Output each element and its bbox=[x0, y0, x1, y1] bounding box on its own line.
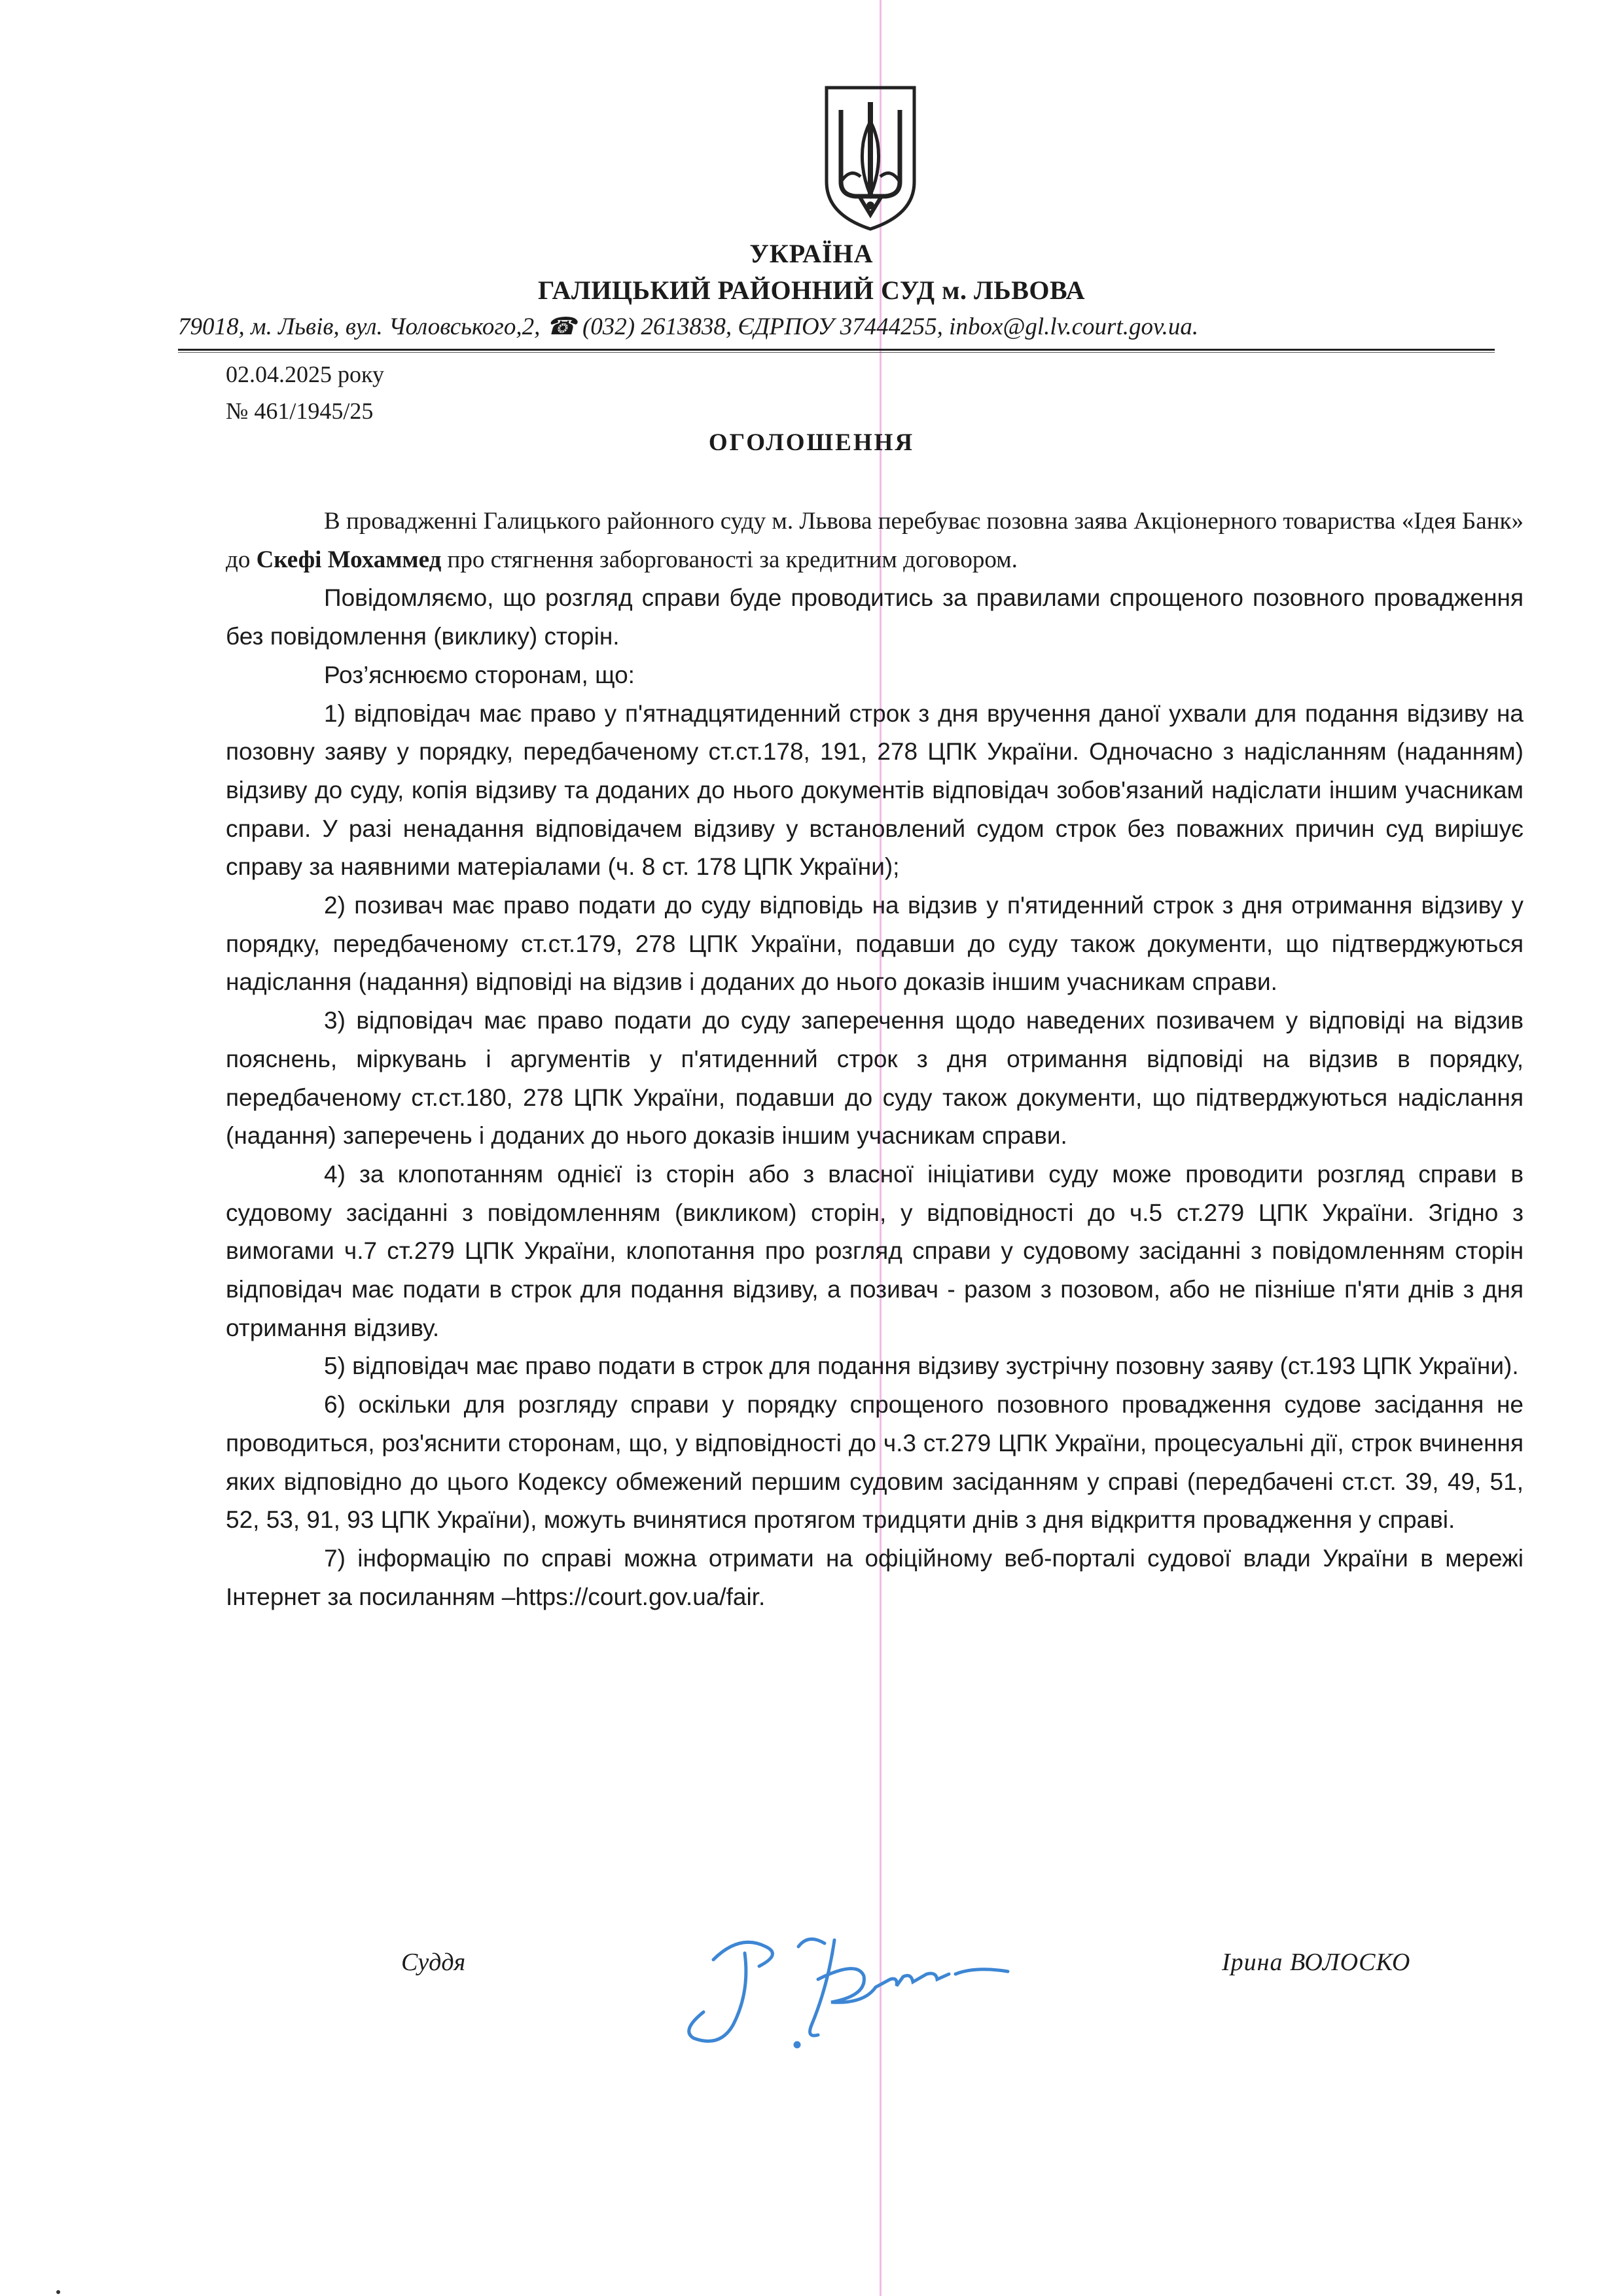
intro-text-end: про стягнення заборгованості за кредитним договором. bbox=[441, 546, 1018, 573]
intro-paragraph bbox=[226, 503, 1524, 579]
list-item-6: 6) оскільки для розгляду справи у порядку спрощеного позовного провадження судове засідання не проводиться, роз'яснити сторонам, що, у відповідності до ч.3 ст.279 ЦПК України, процесуальні дії, строк вчинення яких відповідно до цього Кодексу обмежений першим судовим засіданням у справі (передбачені ст.ст. 39, 49, 51, 52, 53, 91, 93 ЦПК України), можуть вчинятися протягом тридцяти днів з дня відкриття провадження у справі. bbox=[226, 1391, 1524, 1534]
handwritten-signature bbox=[668, 1914, 1021, 2064]
list-item-5: 5) відповідач має право подати в строк для подання відзиву зустрічну позовну заяву (ст.193 ЦПК України). bbox=[324, 1352, 1519, 1380]
trident-coat-of-arms-icon bbox=[821, 84, 919, 233]
court-name-heading: ГАЛИЦЬКИЙ РАЙОННИЙ СУД м. ЛЬВОВА bbox=[537, 275, 1086, 305]
header-divider-thin bbox=[178, 352, 1495, 353]
list-item-3: 3) відповідач має право подати до суду заперечення щодо наведених позивачем у відповіді на відзив пояснень, міркувань і аргументів у п'ятиденний строк з дня отримання відповіді на відзив в порядку, передбаченому ст.ст.180, 278 ЦПК України, подавши до суду також документи, що підтверджуються надіслання (надання) заперечень і доданих до нього доказів іншим учасникам справи. bbox=[226, 1007, 1524, 1150]
announcement-body bbox=[226, 503, 1524, 1616]
scan-speck bbox=[56, 2290, 60, 2294]
document-title: ОГОЛОШЕННЯ bbox=[708, 429, 915, 456]
court-contacts-line: 79018, м. Львів, вул. Чоловського,2, ☎ (032) 2613838, ЄДРПОУ 37444255, inbox@gl.lv.court.gov.ua. bbox=[178, 313, 1199, 340]
intro-text-start: В провадженні Галицького районного суду м. Львова перебуває позовна заява Акціонерного товариства «Ідея Банк» до bbox=[226, 508, 1524, 573]
list-item-2: 2) позивач має право подати до суду відповідь на відзив у п'ятиденний строк з дня отримання відзиву у порядку, передбаченому ст.ст.179, 278 ЦПК України, подавши до суду також документи, що підтверджуються надіслання (надання) відповіді на відзив і доданих до нього доказів іншим учасникам справи. bbox=[226, 892, 1524, 996]
judge-role-label: Суддя bbox=[401, 1949, 466, 1976]
judge-name: Ірина ВОЛОСКО bbox=[1222, 1949, 1411, 1976]
defendant-name: Скефі Мохаммед bbox=[256, 546, 442, 573]
header-divider bbox=[178, 349, 1495, 351]
clarification-intro: Роз’яснюємо сторонам, що: bbox=[324, 661, 635, 688]
procedure-paragraph: Повідомляємо, що розгляд справи буде проводитись за правилами спрощеного позовного провадження без повідомлення (виклику) сторін. bbox=[226, 584, 1524, 650]
list-item-4: 4) за клопотанням однієї із сторін або з власної ініціативи суду може проводити розгляд справи в судовому засіданні з повідомленням (викликом) сторін, у відповідності до ч.5 ст.279 ЦПК України. Згідно з вимогами ч.7 ст.279 ЦПК України, клопотання про розгляд справи у судовому засіданні з повідомленням сторін відповідач має подати в строк для подання відзиву, а позивач - разом з позовом, або не пізніше п'яти днів з дня отримання відзиву. bbox=[226, 1160, 1524, 1341]
case-number: № 461/1945/25 bbox=[226, 398, 374, 424]
document-date: 02.04.2025 року bbox=[226, 361, 384, 387]
country-heading: УКРАЇНА bbox=[749, 239, 874, 268]
list-item-7: 7) інформацію по справі можна отримати на офіційному веб-порталі судової влади України в мережі Інтернет за посиланням –https://court.gov.ua/fair. bbox=[226, 1544, 1524, 1610]
list-item-1: 1) відповідач має право у п'ятнадцятиденний строк з дня вручення даної ухвали для подання відзиву на позовну заяву у порядку, передбаченому ст.ст.178, 191, 278 ЦПК України. Одночасно з надісланням (наданням) відзиву до суду, копія відзиву та доданих до нього документів відповідач зобов'язаний надіслати іншим учасникам справи. У разі ненадання відповідачем відзиву у встановлений судом строк без поважних причин суд вирішує справу за наявними матеріалами (ч. 8 ст. 178 ЦПК України); bbox=[226, 699, 1524, 881]
